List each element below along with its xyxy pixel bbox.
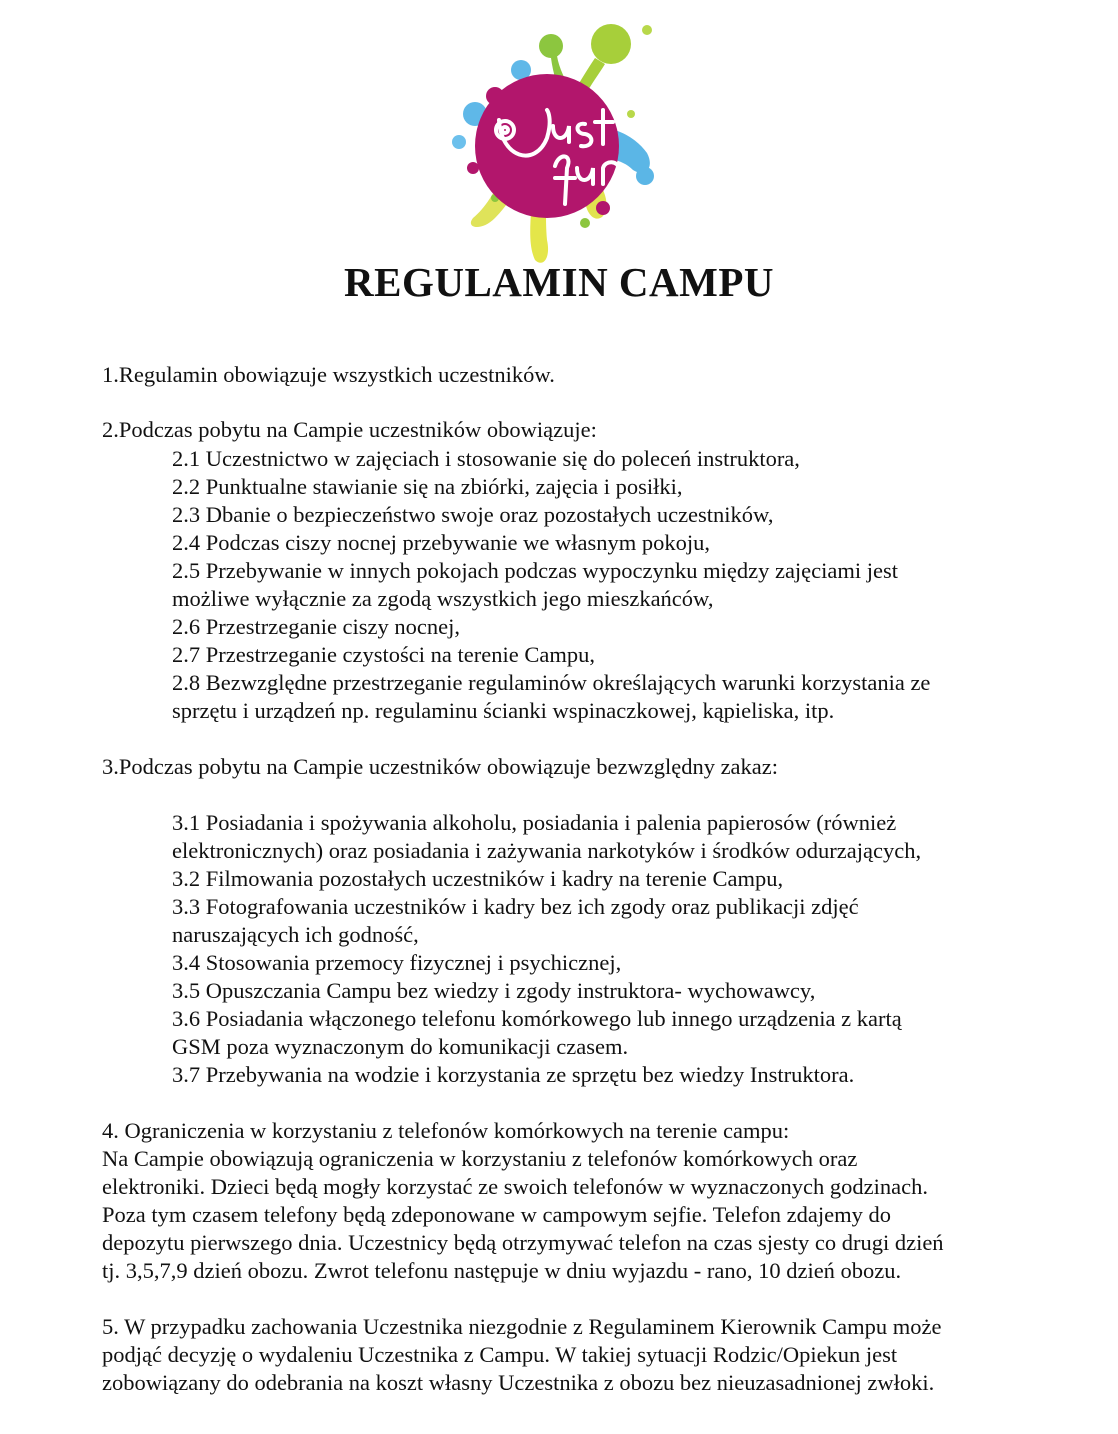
rule-2-8-cont: sprzętu i urządzeń np. regulaminu ścianki wspinaczkowej, kąpieliska, itp.: [172, 698, 835, 723]
rule-2-5-cont: możliwe wyłącznie za zgodą wszystkich jego mieszkańców,: [172, 586, 714, 611]
rule-5-text: zobowiązany do odebrania na koszt własny Uczestnika z obozu bez nieuzasadnionej zwłoki.: [102, 1370, 935, 1395]
rule-3-3-cont: naruszających ich godność,: [172, 922, 419, 947]
document-title: REGULAMIN CAMPU: [344, 259, 774, 305]
rule-4-text: depozytu pierwszego dnia. Uczestnicy będą otrzymywać telefon na czas sjesty co drugi dzień: [102, 1230, 944, 1255]
rule-4-text: elektroniki. Dzieci będą mogły korzystać ze swoich telefonów w wyznaczonych godzinach.: [102, 1174, 928, 1199]
rule-2-2: 2.2 Punktualne stawianie się na zbiórki, zajęcia i posiłki,: [172, 474, 683, 499]
rule-2-5: 2.5 Przebywanie w innych pokojach podczas wypoczynku między zajęciami jest: [172, 558, 899, 583]
just-fun-logo: [435, 18, 665, 268]
rule-3-3: 3.3 Fotografowania uczestników i kadry bez ich zgody oraz publikacji zdjęć: [172, 894, 859, 919]
rule-5-text: podjąć decyzję o wydaleniu Uczestnika z Campu. W takiej sytuacji Rodzic/Opiekun jest: [102, 1342, 898, 1367]
paint-splash: [452, 24, 654, 263]
rule-2-6: 2.6 Przestrzeganie ciszy nocnej,: [172, 614, 461, 639]
rule-3-1-cont: elektronicznych) oraz posiadania i zażywania narkotyków i środków odurzających,: [172, 838, 922, 863]
rule-4-text: tj. 3,5,7,9 dzień obozu. Zwrot telefonu następuje w dniu wyjazdu - rano, 10 dzień obozu.: [102, 1258, 902, 1283]
rule-4-text: Na Campie obowiązują ograniczenia w korzystaniu z telefonów komórkowych oraz: [102, 1146, 858, 1171]
rule-2-1: 2.1 Uczestnictwo w zajęciach i stosowanie się do poleceń instruktora,: [172, 446, 800, 471]
rule-3-2: 3.2 Filmowania pozostałych uczestników i kadry na terenie Campu,: [172, 866, 784, 891]
rule-4-text: Poza tym czasem telefony będą zdeponowane w campowym sejfie. Telefon zdajemy do: [102, 1202, 891, 1227]
rule-3-4: 3.4 Stosowania przemocy fizycznej i psychicznej,: [172, 950, 622, 975]
rule-1: 1.Regulamin obowiązuje wszystkich uczestników.: [102, 362, 555, 387]
rule-3-5: 3.5 Opuszczania Campu bez wiedzy i zgody instruktora- wychowawcy,: [172, 978, 816, 1003]
rule-2-3: 2.3 Dbanie o bezpieczeństwo swoje oraz pozostałych uczestników,: [172, 502, 774, 527]
rule-4: 4. Ograniczenia w korzystaniu z telefonów komórkowych na terenie campu:: [102, 1118, 790, 1143]
rule-3-1: 3.1 Posiadania i spożywania alkoholu, posiadania i palenia papierosów (również: [172, 810, 897, 835]
rule-2: 2.Podczas pobytu na Campie uczestników obowiązuje:: [102, 417, 597, 442]
rule-5: 5. W przypadku zachowania Uczestnika niezgodnie z Regulaminem Kierownik Campu może: [102, 1314, 942, 1339]
rule-2-4: 2.4 Podczas ciszy nocnej przebywanie we własnym pokoju,: [172, 530, 710, 555]
rule-3-7: 3.7 Przebywania na wodzie i korzystania ze sprzętu bez wiedzy Instruktora.: [172, 1062, 855, 1087]
rule-3-6: 3.6 Posiadania włączonego telefonu komórkowego lub innego urządzenia z kartą: [172, 1006, 902, 1031]
rule-3-6-cont: GSM poza wyznaczonym do komunikacji czasem.: [172, 1034, 629, 1059]
rule-2-8: 2.8 Bezwzględne przestrzeganie regulaminów określających warunki korzystania ze: [172, 670, 931, 695]
rule-2-7: 2.7 Przestrzeganie czystości na terenie Campu,: [172, 642, 595, 667]
rule-3: 3.Podczas pobytu na Campie uczestników obowiązuje bezwzględny zakaz:: [102, 754, 779, 779]
